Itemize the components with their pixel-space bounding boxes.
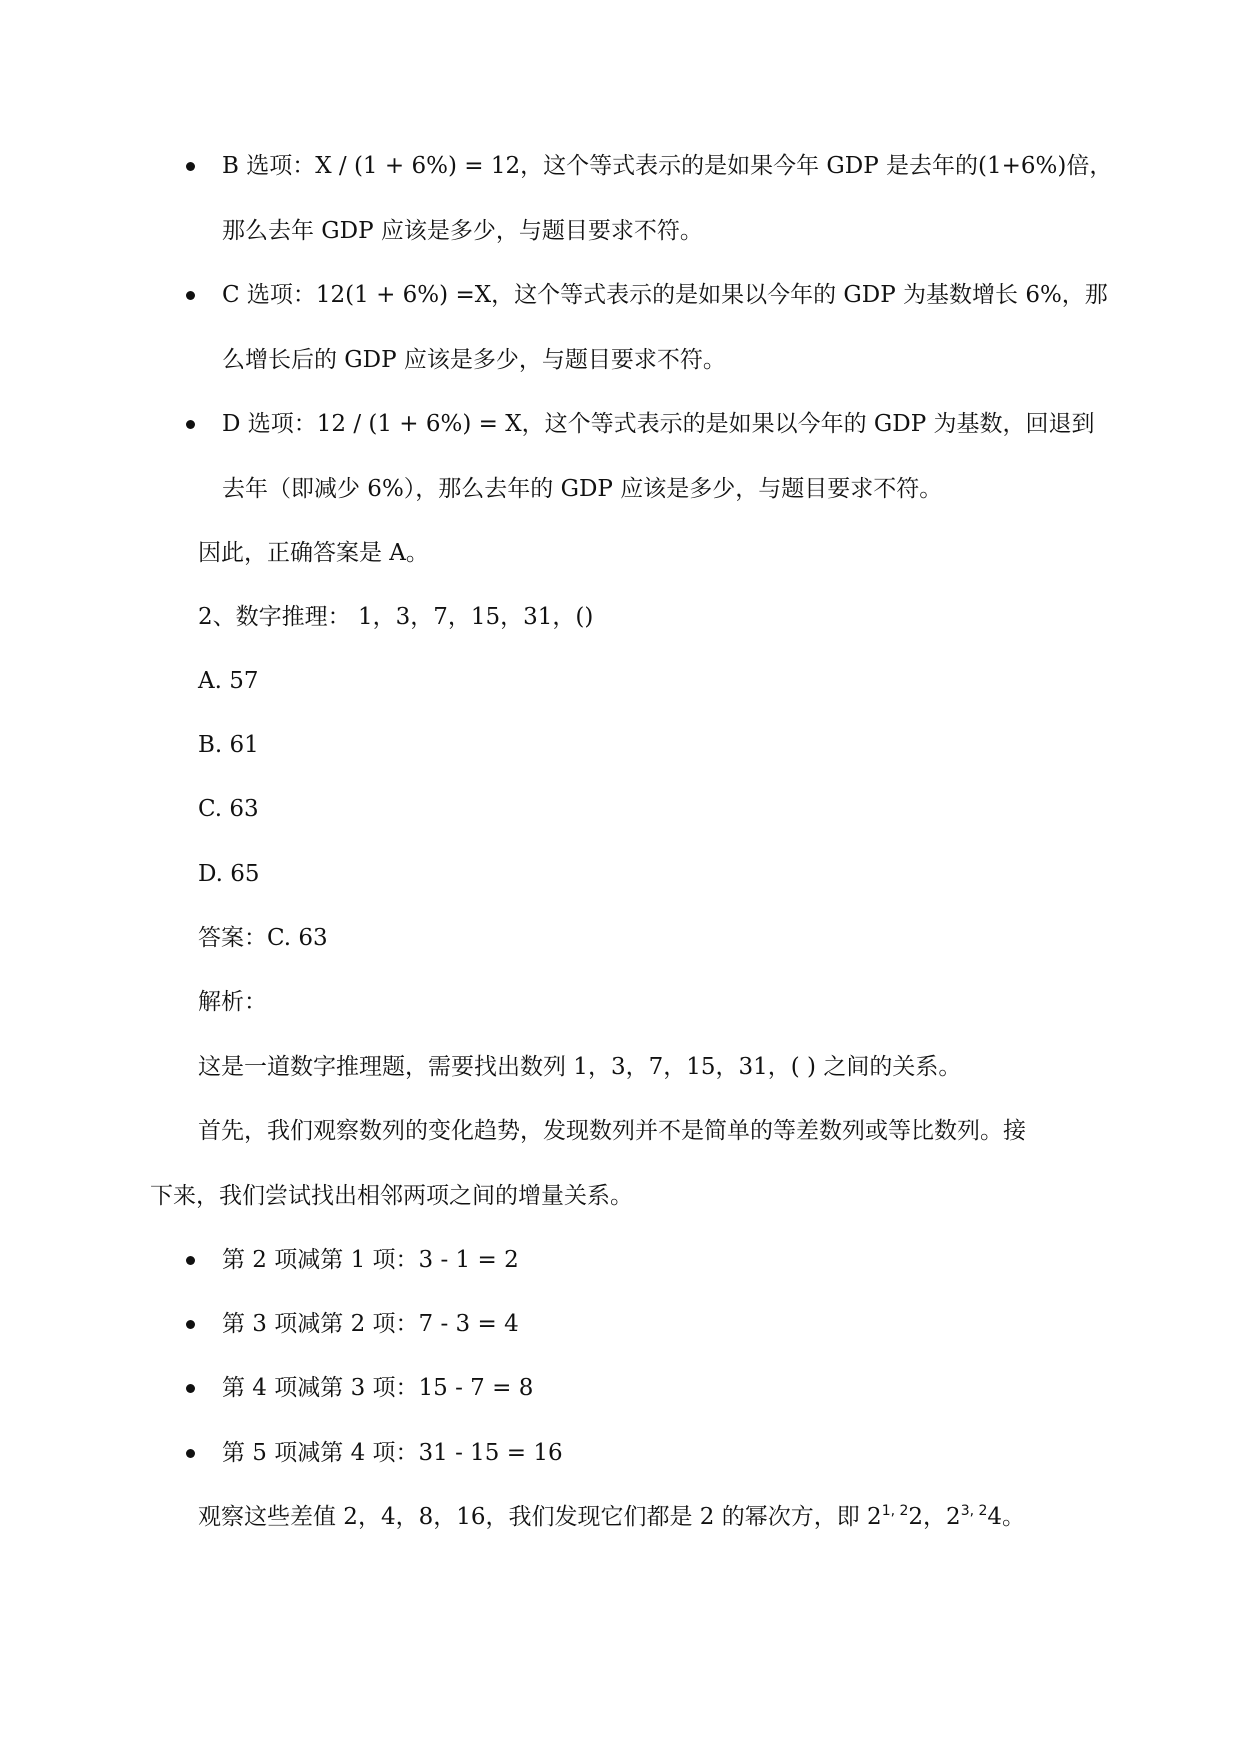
analysis-paragraph-2-line2: 下来，我们尝试找出相邻两项之间的增量关系。	[150, 1183, 633, 1209]
choice-d: D. 65	[198, 861, 260, 887]
conclusion-line: 因此，正确答案是 A。	[198, 540, 429, 566]
option-c-line1: C 选项：12(1 + 6%) =X，这个等式表示的是如果以今年的 GDP 为基数增长 6%，那	[222, 282, 1108, 308]
option-b-line1: B 选项：X / (1 + 6%) = 12，这个等式表示的是如果今年 GDP 是去年的(1+6%)倍，	[222, 153, 1113, 179]
choice-c: C. 63	[198, 796, 259, 822]
option-c-line2: 么增长后的 GDP 应该是多少，与题目要求不符。	[222, 347, 726, 373]
option-d-line1: D 选项：12 / (1 + 6%) = X，这个等式表示的是如果以今年的 GDP 为基数，回退到	[222, 411, 1095, 437]
bullet-diff-1	[186, 1256, 195, 1265]
bullet-option-c	[186, 291, 195, 300]
bullet-option-b	[186, 162, 195, 171]
question-2-stem: 2、数字推理： 1，3，7，15，31，()	[198, 604, 594, 630]
analysis-p3-end: 4。	[987, 1504, 1026, 1530]
analysis-paragraph-1: 这是一道数字推理题，需要找出数列 1，3，7，15，31，( ) 之间的关系。	[198, 1054, 962, 1080]
analysis-p3-superscript-2: 3, 2	[960, 1503, 988, 1519]
analysis-paragraph-2-line1: 首先，我们观察数列的变化趋势，发现数列并不是简单的等差数列或等比数列。接	[198, 1118, 1026, 1144]
bullet-diff-2	[186, 1320, 195, 1329]
option-d-line2: 去年（即减少 6%），那么去年的 GDP 应该是多少，与题目要求不符。	[222, 476, 943, 502]
analysis-label: 解析：	[198, 989, 267, 1015]
diff-item-4: 第 5 项减第 4 项：31 - 15 = 16	[222, 1440, 563, 1466]
choice-b: B. 61	[198, 732, 259, 758]
analysis-p3-mid: 2，2	[908, 1504, 961, 1530]
analysis-p3-start: 观察这些差值 2，4，8，16，我们发现它们都是 2 的幂次方，即 2	[198, 1504, 882, 1530]
answer-line: 答案：C. 63	[198, 925, 328, 951]
option-b-line2: 那么去年 GDP 应该是多少，与题目要求不符。	[222, 218, 703, 244]
analysis-paragraph-3	[198, 1502, 1025, 1532]
analysis-p3-superscript-1: 1, 2	[881, 1503, 909, 1519]
bullet-option-d	[186, 420, 195, 429]
bullet-diff-4	[186, 1449, 195, 1458]
choice-a: A. 57	[198, 668, 259, 694]
bullet-diff-3	[186, 1384, 195, 1393]
diff-item-3: 第 4 项减第 3 项：15 - 7 = 8	[222, 1375, 534, 1401]
diff-item-2: 第 3 项减第 2 项：7 - 3 = 4	[222, 1311, 519, 1337]
diff-item-1: 第 2 项减第 1 项：3 - 1 = 2	[222, 1247, 519, 1273]
